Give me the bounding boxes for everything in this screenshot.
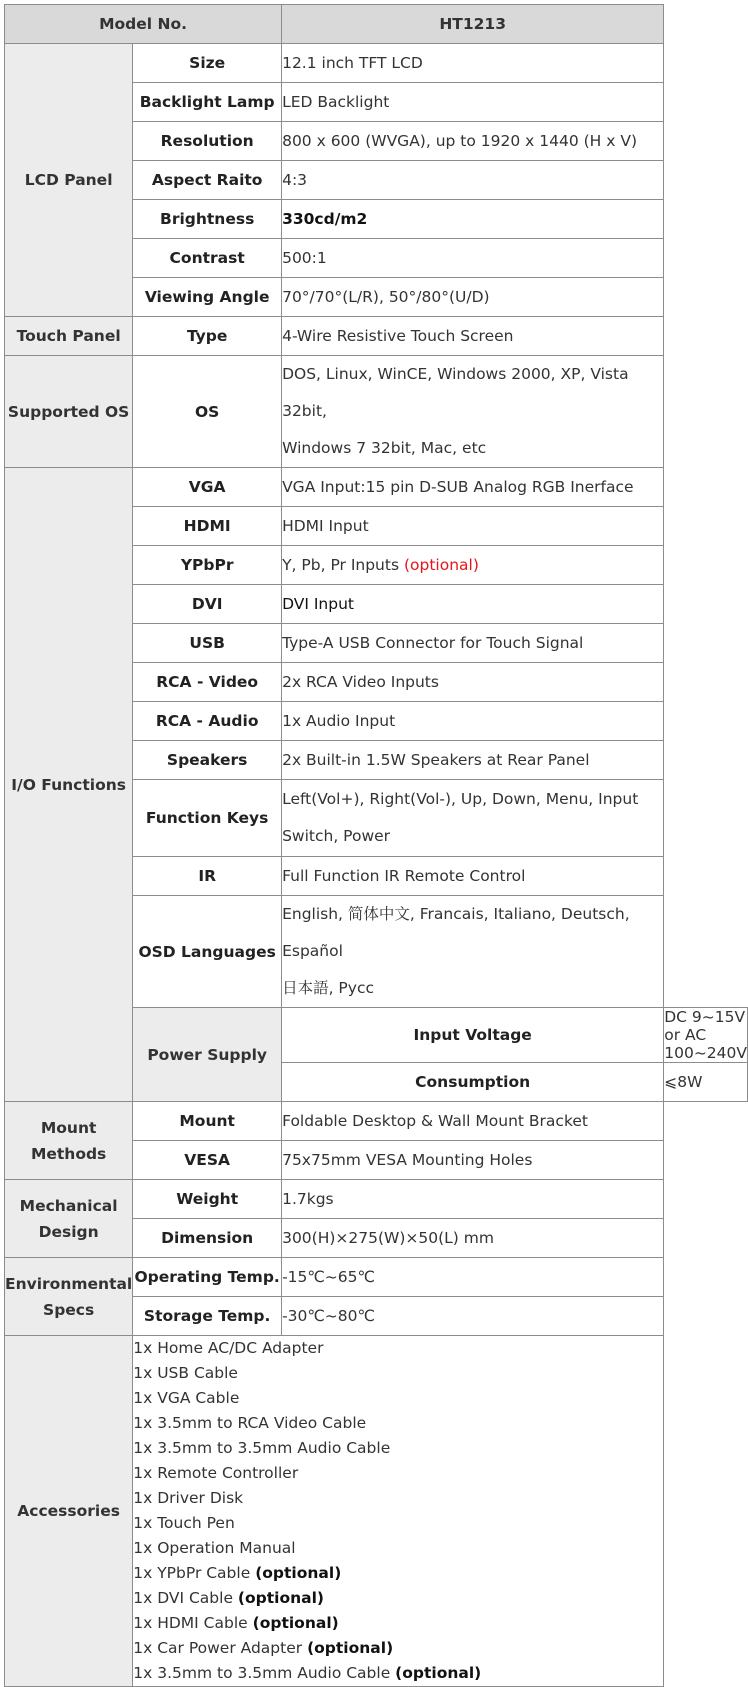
feature-value: HDMI Input bbox=[282, 507, 664, 546]
table-row bbox=[5, 1102, 748, 1141]
category-line: Methods bbox=[30, 1144, 107, 1163]
optional-tag: (optional) bbox=[252, 1614, 339, 1632]
spec-table bbox=[4, 4, 748, 1687]
accessory-text: 1x VGA Cable bbox=[133, 1389, 240, 1407]
accessory-text: 1x USB Cable bbox=[133, 1364, 238, 1382]
category-mechanical-design bbox=[5, 1180, 133, 1258]
feature-value: 1x Audio Input bbox=[282, 702, 664, 741]
accessory-text: 1x 3.5mm to 3.5mm Audio Cable bbox=[133, 1664, 391, 1682]
feature-label: Size bbox=[133, 44, 282, 83]
category-line: Environmental bbox=[5, 1274, 133, 1293]
feature-value: 4:3 bbox=[282, 161, 664, 200]
feature-label: Function Keys bbox=[133, 780, 282, 857]
table-row bbox=[5, 1180, 748, 1219]
model-no-header: Model No. bbox=[5, 5, 282, 44]
category-accessories: Accessories bbox=[5, 1336, 133, 1687]
list-item bbox=[133, 1411, 663, 1436]
category-environmental-specs bbox=[5, 1258, 133, 1336]
feature-label: VESA bbox=[133, 1141, 282, 1180]
table-row bbox=[5, 317, 748, 356]
feature-value: 2x RCA Video Inputs bbox=[282, 663, 664, 702]
accessory-text: 1x Driver Disk bbox=[133, 1489, 244, 1507]
feature-value: 330cd/m2 bbox=[282, 200, 664, 239]
feature-value: 75x75mm VESA Mounting Holes bbox=[282, 1141, 664, 1180]
value-line: 日本語, Pycc bbox=[282, 979, 374, 997]
feature-value: DVI Input bbox=[282, 585, 664, 624]
list-item bbox=[133, 1511, 663, 1536]
feature-label: IR bbox=[133, 857, 282, 896]
feature-value bbox=[282, 780, 664, 857]
table-header-row bbox=[5, 5, 748, 44]
category-line: Design bbox=[38, 1222, 99, 1241]
accessory-text: 1x Home AC/DC Adapter bbox=[133, 1339, 324, 1357]
optional-tag: (optional) bbox=[403, 556, 479, 574]
feature-label: Input Voltage bbox=[282, 1008, 664, 1063]
list-item bbox=[133, 1636, 663, 1661]
feature-value: Foldable Desktop & Wall Mount Bracket bbox=[282, 1102, 664, 1141]
category-mount-methods bbox=[5, 1102, 133, 1180]
optional-tag: (optional) bbox=[395, 1664, 482, 1682]
accessory-text: 1x DVI Cable bbox=[133, 1589, 233, 1607]
value-line: Windows 7 32bit, Mac, etc bbox=[282, 439, 487, 457]
accessories-list bbox=[133, 1336, 664, 1687]
category-io-functions: I/O Functions bbox=[5, 468, 133, 1102]
feature-value: Type-A USB Connector for Touch Signal bbox=[282, 624, 664, 663]
accessory-text: 1x 3.5mm to 3.5mm Audio Cable bbox=[133, 1439, 391, 1457]
list-item bbox=[133, 1336, 663, 1361]
accessory-text: 1x Car Power Adapter bbox=[133, 1639, 303, 1657]
feature-label: Brightness bbox=[133, 200, 282, 239]
feature-value: VGA Input:15 pin D-SUB Analog RGB Inerface bbox=[282, 468, 664, 507]
optional-tag: (optional) bbox=[255, 1564, 342, 1582]
feature-label: YPbPr bbox=[133, 546, 282, 585]
table-row bbox=[5, 1336, 748, 1687]
accessory-text: 1x YPbPr Cable bbox=[133, 1564, 251, 1582]
feature-label: RCA - Video bbox=[133, 663, 282, 702]
feature-value bbox=[282, 896, 664, 1008]
optional-tag: (optional) bbox=[237, 1589, 325, 1607]
feature-label: Consumption bbox=[282, 1063, 664, 1102]
feature-value bbox=[282, 356, 664, 468]
list-item bbox=[133, 1461, 663, 1486]
accessory-text: 1x Touch Pen bbox=[133, 1514, 235, 1532]
value-line: Left(Vol+), Right(Vol-), Up, Down, Menu, Input bbox=[282, 790, 639, 808]
list-item bbox=[133, 1661, 663, 1686]
feature-value: 12.1 inch TFT LCD bbox=[282, 44, 664, 83]
list-item bbox=[133, 1386, 663, 1411]
feature-label: Mount bbox=[133, 1102, 282, 1141]
feature-value: -30℃~80℃ bbox=[282, 1297, 664, 1336]
feature-label: Weight bbox=[133, 1180, 282, 1219]
feature-value: ⩽8W bbox=[664, 1063, 748, 1102]
table-row bbox=[5, 44, 748, 83]
feature-label: Aspect Raito bbox=[133, 161, 282, 200]
accessory-text: 1x 3.5mm to RCA Video Cable bbox=[133, 1414, 367, 1432]
value-text: Y, Pb, Pr Inputs bbox=[282, 556, 400, 574]
category-line: Specs bbox=[43, 1300, 95, 1319]
feature-value: DC 9~15V or AC 100~240V bbox=[664, 1008, 747, 1062]
value-line: DOS, Linux, WinCE, Windows 2000, XP, Vista 32bit, bbox=[282, 365, 629, 420]
table-row bbox=[5, 468, 748, 507]
feature-value: 4-Wire Resistive Touch Screen bbox=[282, 317, 664, 356]
category-lcd-panel: LCD Panel bbox=[5, 44, 133, 317]
feature-value: Full Function IR Remote Control bbox=[282, 857, 664, 896]
feature-label: OSD Languages bbox=[133, 896, 282, 1008]
feature-label: Backlight Lamp bbox=[133, 83, 282, 122]
table-row bbox=[5, 1258, 748, 1297]
value-line: Switch, Power bbox=[282, 827, 391, 845]
feature-label: DVI bbox=[133, 585, 282, 624]
feature-label: Operating Temp. bbox=[133, 1258, 282, 1297]
list-item bbox=[133, 1561, 663, 1586]
feature-label: Dimension bbox=[133, 1219, 282, 1258]
category-line: Mechanical bbox=[19, 1196, 118, 1215]
list-item bbox=[133, 1586, 663, 1611]
feature-label: VGA bbox=[133, 468, 282, 507]
list-item bbox=[133, 1486, 663, 1511]
table-row bbox=[5, 356, 748, 468]
feature-label: HDMI bbox=[133, 507, 282, 546]
optional-tag: (optional) bbox=[307, 1639, 394, 1657]
feature-label: USB bbox=[133, 624, 282, 663]
feature-label: RCA - Audio bbox=[133, 702, 282, 741]
feature-label: Contrast bbox=[133, 239, 282, 278]
feature-value: 2x Built-in 1.5W Speakers at Rear Panel bbox=[282, 741, 664, 780]
feature-value: 300(H)×275(W)×50(L) mm bbox=[282, 1219, 664, 1258]
value-line: English, 简体中文, Francais, Italiano, Deutsch, Español bbox=[282, 905, 630, 960]
feature-value: 800 x 600 (WVGA), up to 1920 x 1440 (H x V) bbox=[282, 122, 664, 161]
category-touch-panel: Touch Panel bbox=[5, 317, 133, 356]
feature-label: Storage Temp. bbox=[133, 1297, 282, 1336]
feature-label: Viewing Angle bbox=[133, 278, 282, 317]
feature-label: Type bbox=[133, 317, 282, 356]
list-item bbox=[133, 1536, 663, 1561]
model-name-header: HT1213 bbox=[282, 5, 664, 44]
list-item bbox=[133, 1361, 663, 1386]
feature-label: Resolution bbox=[133, 122, 282, 161]
feature-value: 70°/70°(L/R), 50°/80°(U/D) bbox=[282, 278, 664, 317]
feature-value: 500:1 bbox=[282, 239, 664, 278]
feature-value: 1.7kgs bbox=[282, 1180, 664, 1219]
spec-table-container bbox=[4, 4, 748, 1687]
feature-value bbox=[282, 546, 664, 585]
feature-label: Speakers bbox=[133, 741, 282, 780]
accessory-text: 1x Operation Manual bbox=[133, 1539, 296, 1557]
feature-label: OS bbox=[133, 356, 282, 468]
list-item bbox=[133, 1436, 663, 1461]
category-supported-os: Supported OS bbox=[5, 356, 133, 468]
list-item bbox=[133, 1611, 663, 1636]
feature-value: -15℃~65℃ bbox=[282, 1258, 664, 1297]
accessory-text: 1x HDMI Cable bbox=[133, 1614, 248, 1632]
accessory-text: 1x Remote Controller bbox=[133, 1464, 299, 1482]
category-line: Mount bbox=[40, 1118, 97, 1137]
feature-value: LED Backlight bbox=[282, 83, 664, 122]
category-power-supply: Power Supply bbox=[133, 1008, 282, 1102]
